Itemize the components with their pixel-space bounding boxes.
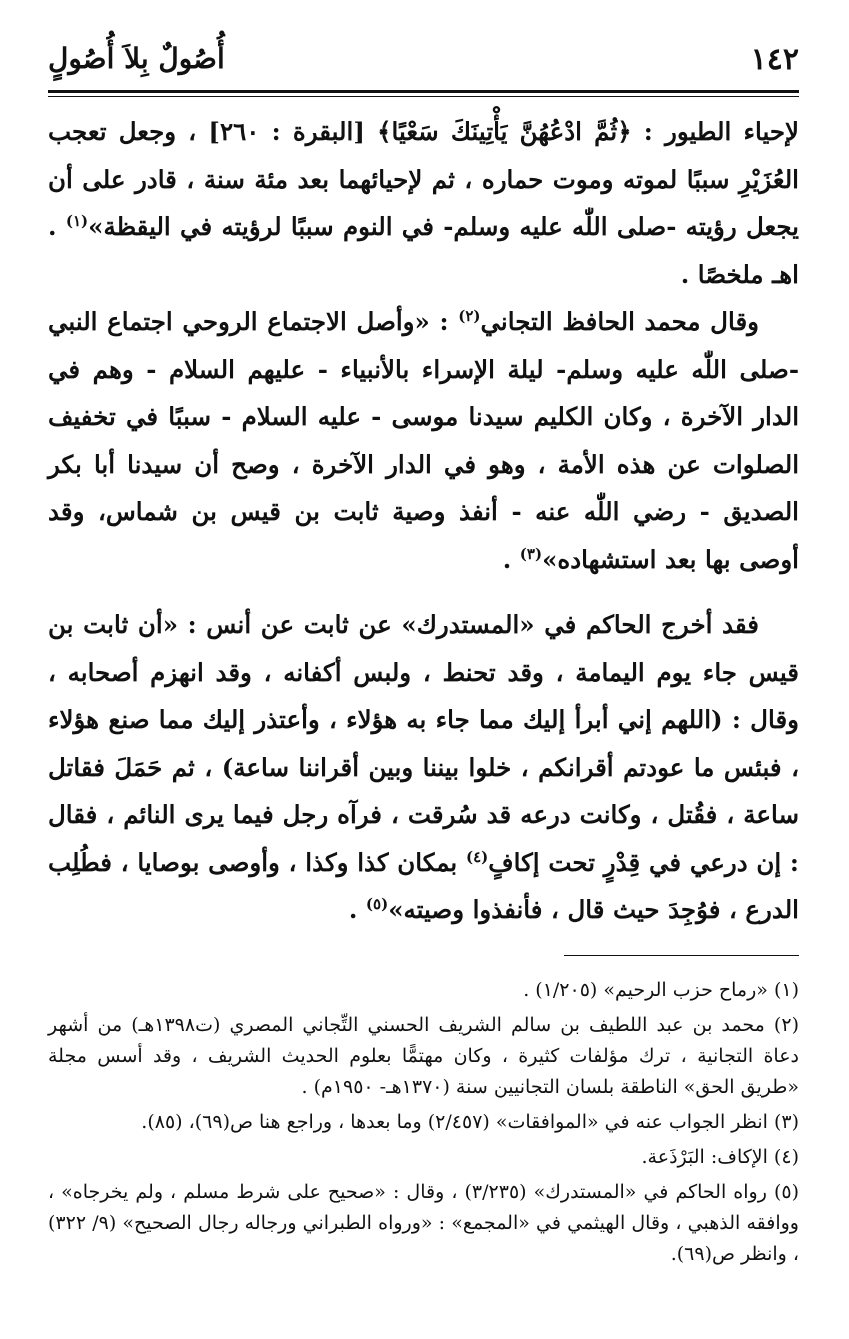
footnote-ref-4[interactable]: (٤): [466, 847, 489, 866]
quran-verse: ﴿ثُمَّ ادْعُهُنَّ يَأْتِينَكَ سَعْيًا﴾: [377, 117, 632, 146]
footnote-3: (٣) انظر الجواب عنه في «الموافقات» (٢/٤٥٧) وما بعدها ، وراجع هنا ص(٦٩)، (٨٥).: [141, 1111, 799, 1133]
paragraph-3: [48, 601, 799, 934]
paragraph-3-text-a: فقد أخرج الحاكم في «المستدرك» عن ثابت عن أنس : «أن ثابت بن قيس جاء يوم اليمامة ، وقد تحنط ، ولبس أكفانه ، وقد انهزم أصحابه ، وقال : (اللهم إني أبرأ إليك مما جاء به هؤلاء ، وأعتذر إليك مما صنع هؤلاء ، فبئس ما عودتم أقرانكم ، خلوا بيننا وبين أقراننا ساعة) ، ثم حَمَلَ فقاتل ساعة ، فقُتل ، وكانت درعه قد سُرقت ، فرآه رجل فيما يرى النائم ، فقال : إن درعي في قِدْرٍ تحت إكافٍ: [48, 610, 799, 877]
footnote-2: (٢) محمد بن عبد اللطيف بن سالم الشريف الحسني التِّجاني المصري (ت١٣٩٨هـ) من أشهر دعاة التجانية ، ترك مؤلفات كثيرة ، وكان مهتمًّا بعلوم الحديث الشريف ، وقد أسس مجلة «طريق الحق» الناطقة بلسان التجانيين سنة (١٣٧٠هـ- ١٩٥٠م) .: [48, 1014, 799, 1098]
paragraph-2-text-a: وقال محمد الحافظ التجاني: [480, 307, 759, 336]
header-rule-thin: [48, 96, 799, 97]
footnote-ref-3[interactable]: (٣): [519, 544, 543, 563]
header-rule: [48, 90, 799, 93]
paragraph-3-text-b: بمكان كذا وكذا ، وأوصى بوصايا ، فطُلِب الدرع ، فوُجِدَ حيث قال ، فأنفذوا وصيته»: [48, 847, 799, 924]
footnote-1: (١) «رماح حزب الرحيم» (١/٢٠٥) .: [523, 979, 799, 1001]
paragraph-1: [48, 108, 799, 298]
page-number: ١٤٢: [750, 42, 799, 77]
paragraph-1-text-a: لإحياء الطيور :: [631, 117, 799, 146]
paragraph-2-text-c: .: [502, 544, 520, 574]
paragraph-2: [48, 298, 799, 583]
paragraph-2-text-b: : «وأصل الاجتماع الروحي اجتماع النبي -صلى اللّٰه عليه وسلم- ليلة الإسراء بالأنبياء - عليهم السلام - وهم في الدار الآخرة ، وكان الكليم سيدنا موسى - عليه السلام - سببًا في تخفيف الصلوات عن هذه الأمة ، وهو في الدار الآخرة ، وصح أن سيدنا أبا بكر الصديق - رضي اللّٰه عنه - أنفذ وصية ثابت بن قيس بن شماس، وقد أوصى بها بعد استشهاده»: [48, 307, 799, 574]
footnote-separator: [564, 955, 799, 956]
footnotes: [48, 975, 799, 1274]
footnote-5: (٥) رواه الحاكم في «المستدرك» (٣/٢٣٥) ، وقال : «صحيح على شرط مسلم ، ولم يخرجاه» ، ووافقه الذهبي ، وقال الهيثمي في «المجمع» : «ورواه الطبراني ورجاله رجال الصحيح» (٩/ ٣٢٢) ، وانظر ص(٦٩).: [48, 1181, 799, 1265]
paragraph-1-text-c: . اهـ ملخصًا .: [48, 212, 799, 289]
footnote-ref-1[interactable]: (١): [65, 211, 89, 230]
page-header: [48, 36, 799, 86]
paragraph-1-text-b: [البقرة : ٢٦٠] ، وجعل تعجب العُزَيْرِ سببًا لموته وموت حماره ، ثم لإحيائهما بعد مئة سنة ، قادر على أن يجعل رؤيته -صلى اللّٰه عليه وسلم- في النوم سببًا لرؤيته في اليقظة»: [48, 117, 799, 241]
footnote-ref-5[interactable]: (٥): [365, 894, 389, 913]
main-text: [48, 108, 799, 934]
running-title: أُصُولٌ بِلاَ أُصُولٍ: [48, 42, 225, 75]
footnote-4: (٤) الإكاف: البَرْذَعة.: [641, 1146, 799, 1168]
footnote-ref-2[interactable]: (٢): [458, 306, 481, 325]
paragraph-3-text-c: .: [348, 895, 366, 924]
